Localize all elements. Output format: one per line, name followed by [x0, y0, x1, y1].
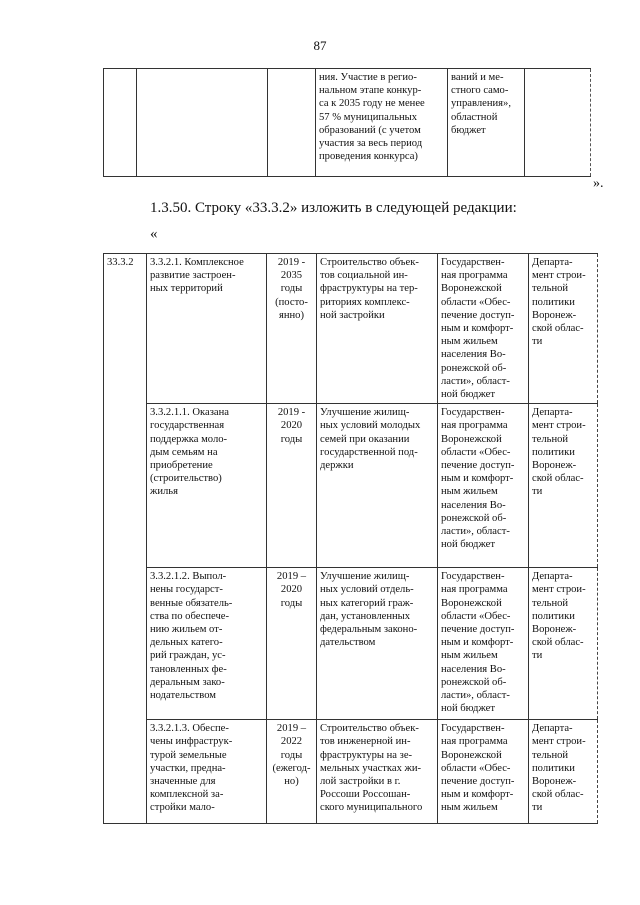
row-code: 33.3.2: [104, 254, 147, 824]
amendment-heading: 1.3.50. Строку «33.3.2» изложить в следующей редакции:: [150, 200, 517, 216]
row-3-source: Государствен- ная программа Воронежской области «Обес- печение доступ- ным и комфорт- ным жильем населения Во- ронежской об- ласти», област- ной бюджет: [438, 568, 529, 720]
row-1-period: 2019 - 2035 годы (посто- янно): [267, 254, 317, 404]
top-cell-executor: [525, 69, 591, 177]
main-table: [103, 253, 598, 824]
top-cell-2: [137, 69, 268, 177]
row-1-executor: Департа- мент строи- тельной политики Воронеж- ской облас- ти: [529, 254, 598, 404]
row-2-name: 3.3.2.1.1. Оказана государственная поддержка моло- дым семьям на приобретение (строительство) жилья: [147, 404, 267, 568]
row-2-result: Улучшение жилищ- ных условий молодых семей при оказании государственной под- держки: [317, 404, 438, 568]
row-3-period: 2019 – 2020 годы: [267, 568, 317, 720]
top-cell-1: [104, 69, 137, 177]
row-1-name: 3.3.2.1. Комплексное развитие застроен- ных территорий: [147, 254, 267, 404]
row-3-executor: Департа- мент строи- тельной политики Воронеж- ской облас- ти: [529, 568, 598, 720]
row-2-period: 2019 - 2020 годы: [267, 404, 317, 568]
row-3-name: 3.3.2.1.2. Выпол- нены государст- венные обязатель- ства по обеспече- нию жильем от- дельных катего- рий граждан, ус- тановленных фе- деральным зако- нодательством: [147, 568, 267, 720]
row-2-source: Государствен- ная программа Воронежской области «Обес- печение доступ- ным и комфорт- ным жильем населения Во- ронежской об- ласти», област- ной бюджет: [438, 404, 529, 568]
top-cell-3: [268, 69, 316, 177]
row-4-period: 2019 – 2022 годы (ежегод- но): [267, 720, 317, 824]
closing-quote: ».: [593, 176, 604, 191]
row-4-executor: Департа- мент строи- тельной политики Воронеж- ской облас- ти: [529, 720, 598, 824]
top-cell-result: ния. Участие в регио- нальном этапе конкур- са к 2035 году не менее 57 % муниципальных образований (с учетом участия за весь период проведения конкурса): [316, 69, 448, 177]
row-4-source: Государствен- ная программа Воронежской области «Обес- печение доступ- ным и комфорт- ным жильем: [438, 720, 529, 824]
row-1-source: Государствен- ная программа Воронежской области «Обес- печение доступ- ным и комфорт- ным жильем населения Во- ронежской об- ласти», област- ной бюджет: [438, 254, 529, 404]
top-table: [103, 68, 591, 177]
opening-quote: «: [150, 226, 158, 242]
row-1-result: Строительство объек- тов социальной ин- фраструктуры на тер- риториях комплекс- ной застройки: [317, 254, 438, 404]
row-4-name: 3.3.2.1.3. Обеспе- чены инфраструк- турой земельные участки, предна- значенные для комплексной за- стройки мало-: [147, 720, 267, 824]
row-2-executor: Департа- мент строи- тельной политики Воронеж- ской облас- ти: [529, 404, 598, 568]
row-3-result: Улучшение жилищ- ных условий отдель- ных категорий граж- дан, установленных федеральным законо- дательством: [317, 568, 438, 720]
row-4-result: Строительство объек- тов инженерной ин- фраструктуры на зе- мельных участках жи- лой застройки в г. Россоши Россошан- ского муниципального: [317, 720, 438, 824]
page-number: 87: [313, 38, 327, 53]
top-cell-source: ваний и ме- стного само- управления», областной бюджет: [448, 69, 525, 177]
